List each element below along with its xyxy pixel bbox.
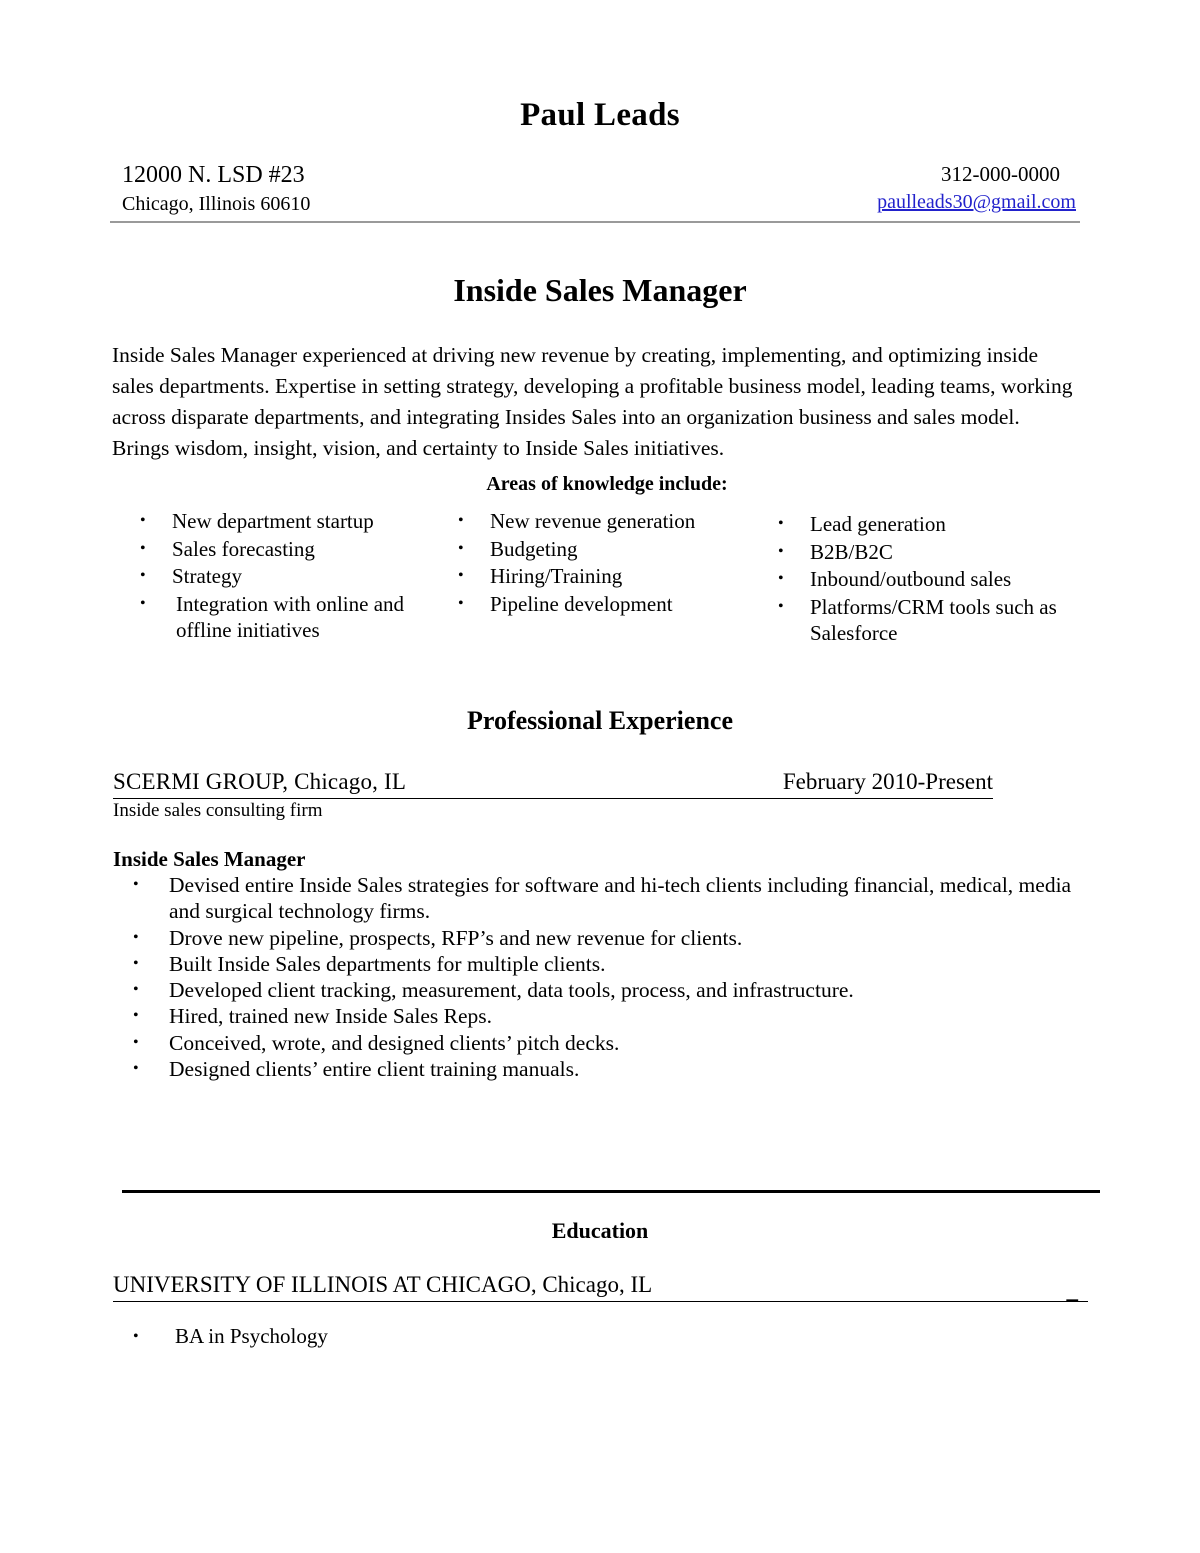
responsibility-text: Conceived, wrote, and designed clients’ pitch decks. — [169, 1030, 620, 1055]
responsibility-text: Devised entire Inside Sales strategies for software and hi-tech clients including financial, medical, media and surgical technology firms. — [169, 873, 1072, 924]
page-title: Inside Sales Manager — [453, 272, 747, 308]
bullet-icon: • — [133, 981, 139, 999]
bullet-icon: • — [133, 1007, 139, 1025]
education-school-header — [113, 1270, 1088, 1302]
list-item — [133, 925, 1093, 951]
bullet-icon: • — [140, 567, 146, 584]
list-item — [133, 977, 1093, 1003]
candidate-name: Paul Leads — [520, 97, 680, 133]
responsibility-text: Drove new pipeline, prospects, RFP’s and new revenue for clients. — [169, 925, 743, 950]
education-trailing-mark: _ — [1066, 1278, 1078, 1303]
phone-number: 312-000-0000 — [941, 162, 1060, 186]
bullet-icon: • — [140, 594, 146, 612]
skill-item — [778, 566, 1078, 594]
responsibility-text: Developed client tracking, measurement, data tools, process, and infrastructure. — [169, 978, 854, 1003]
skill-item — [140, 563, 458, 591]
skill-label: Platforms/CRM tools such as Salesforce — [810, 594, 1057, 645]
skill-item — [778, 511, 1078, 539]
job-company: SCERMI GROUP, Chicago, IL — [113, 769, 407, 794]
address-line-1: 12000 N. LSD #23 — [122, 162, 305, 188]
bullet-icon: • — [133, 928, 139, 946]
skills-column-2 — [458, 508, 778, 618]
skill-item — [140, 591, 458, 644]
skill-item — [140, 536, 458, 564]
address-block — [122, 160, 310, 218]
header-divider — [110, 221, 1080, 223]
email-link[interactable]: paulleads30@gmail.com — [877, 191, 1076, 213]
education-heading: Education — [551, 1218, 649, 1243]
education-school-name: UNIVERSITY OF ILLINOIS AT CHICAGO, Chicago, IL — [113, 1272, 653, 1297]
skill-label: Sales forecasting — [172, 536, 315, 561]
list-item — [133, 1323, 1033, 1350]
skill-item — [140, 508, 458, 536]
list-item — [133, 951, 1093, 977]
bullet-icon: • — [140, 512, 146, 529]
bullet-icon: • — [458, 594, 464, 612]
skill-item — [778, 539, 1078, 567]
skill-label: Budgeting — [490, 536, 578, 561]
skill-label: Hiring/Training — [490, 564, 623, 588]
responsibility-text: Hired, trained new Inside Sales Reps. — [169, 1004, 493, 1029]
bullet-icon: • — [778, 515, 784, 532]
job-company-description: Inside sales consulting firm — [113, 800, 323, 821]
skill-label: B2B/B2C — [810, 539, 893, 564]
bullet-icon: • — [458, 512, 464, 529]
skill-label: Strategy — [172, 564, 242, 588]
bullet-icon: • — [133, 876, 139, 893]
bullet-icon: • — [458, 567, 464, 584]
skill-item — [778, 594, 1078, 648]
skill-label: Pipeline development — [490, 591, 673, 616]
list-item — [133, 872, 1093, 925]
contact-details — [877, 160, 1078, 216]
bullet-icon: • — [133, 1033, 139, 1051]
skill-item — [458, 508, 778, 536]
education-degree-list — [133, 1323, 1033, 1350]
list-item — [133, 1030, 1093, 1056]
bullet-icon: • — [133, 1060, 139, 1078]
education-section-divider — [122, 1190, 1100, 1193]
list-item — [133, 1003, 1093, 1029]
responsibility-text: Built Inside Sales departments for multiple clients. — [169, 951, 606, 976]
skill-label: Lead generation — [810, 512, 946, 536]
areas-of-knowledge-columns — [140, 508, 1100, 648]
professional-summary: Inside Sales Manager experienced at driving new revenue by creating, implementing, and optimizing inside sales departments. Expertise in setting strategy, developing a profitable business model, leading teams, working across disparate departments, and integrating Insides Sales into an organization business and sales model. Brings wisdom, insight, vision, and certainty to Inside Sales initiatives. — [112, 343, 1073, 460]
bullet-icon: • — [140, 539, 146, 557]
bullet-icon: • — [133, 954, 139, 972]
bullet-icon: • — [458, 539, 464, 557]
job-header — [113, 767, 993, 799]
bullet-icon: • — [778, 570, 784, 587]
bullet-icon: • — [778, 597, 784, 615]
job-responsibilities-list — [133, 872, 1093, 1082]
skills-column-3 — [778, 508, 1078, 648]
skill-item — [458, 591, 778, 619]
bullet-icon: • — [133, 1328, 139, 1345]
areas-of-knowledge-heading: Areas of knowledge include: — [486, 473, 728, 495]
skill-label: Inbound/outbound sales — [810, 567, 1012, 591]
skill-label: Integration with online and offline initiatives — [176, 591, 405, 642]
bullet-icon: • — [778, 542, 784, 560]
list-item — [133, 1056, 1093, 1082]
job-role-title: Inside Sales Manager — [113, 847, 306, 871]
skill-label: New department startup — [172, 509, 374, 533]
skills-column-1 — [140, 508, 458, 644]
skill-item — [458, 536, 778, 564]
degree-text: BA in Psychology — [175, 1324, 328, 1348]
job-dates: February 2010-Present — [782, 769, 993, 794]
responsibility-text: Designed clients’ entire client training manuals. — [169, 1057, 580, 1082]
contact-block — [122, 160, 1078, 218]
skill-item — [458, 563, 778, 591]
professional-experience-heading: Professional Experience — [467, 706, 733, 735]
skill-label: New revenue generation — [490, 509, 696, 533]
address-line-2: Chicago, Illinois 60610 — [122, 193, 311, 215]
